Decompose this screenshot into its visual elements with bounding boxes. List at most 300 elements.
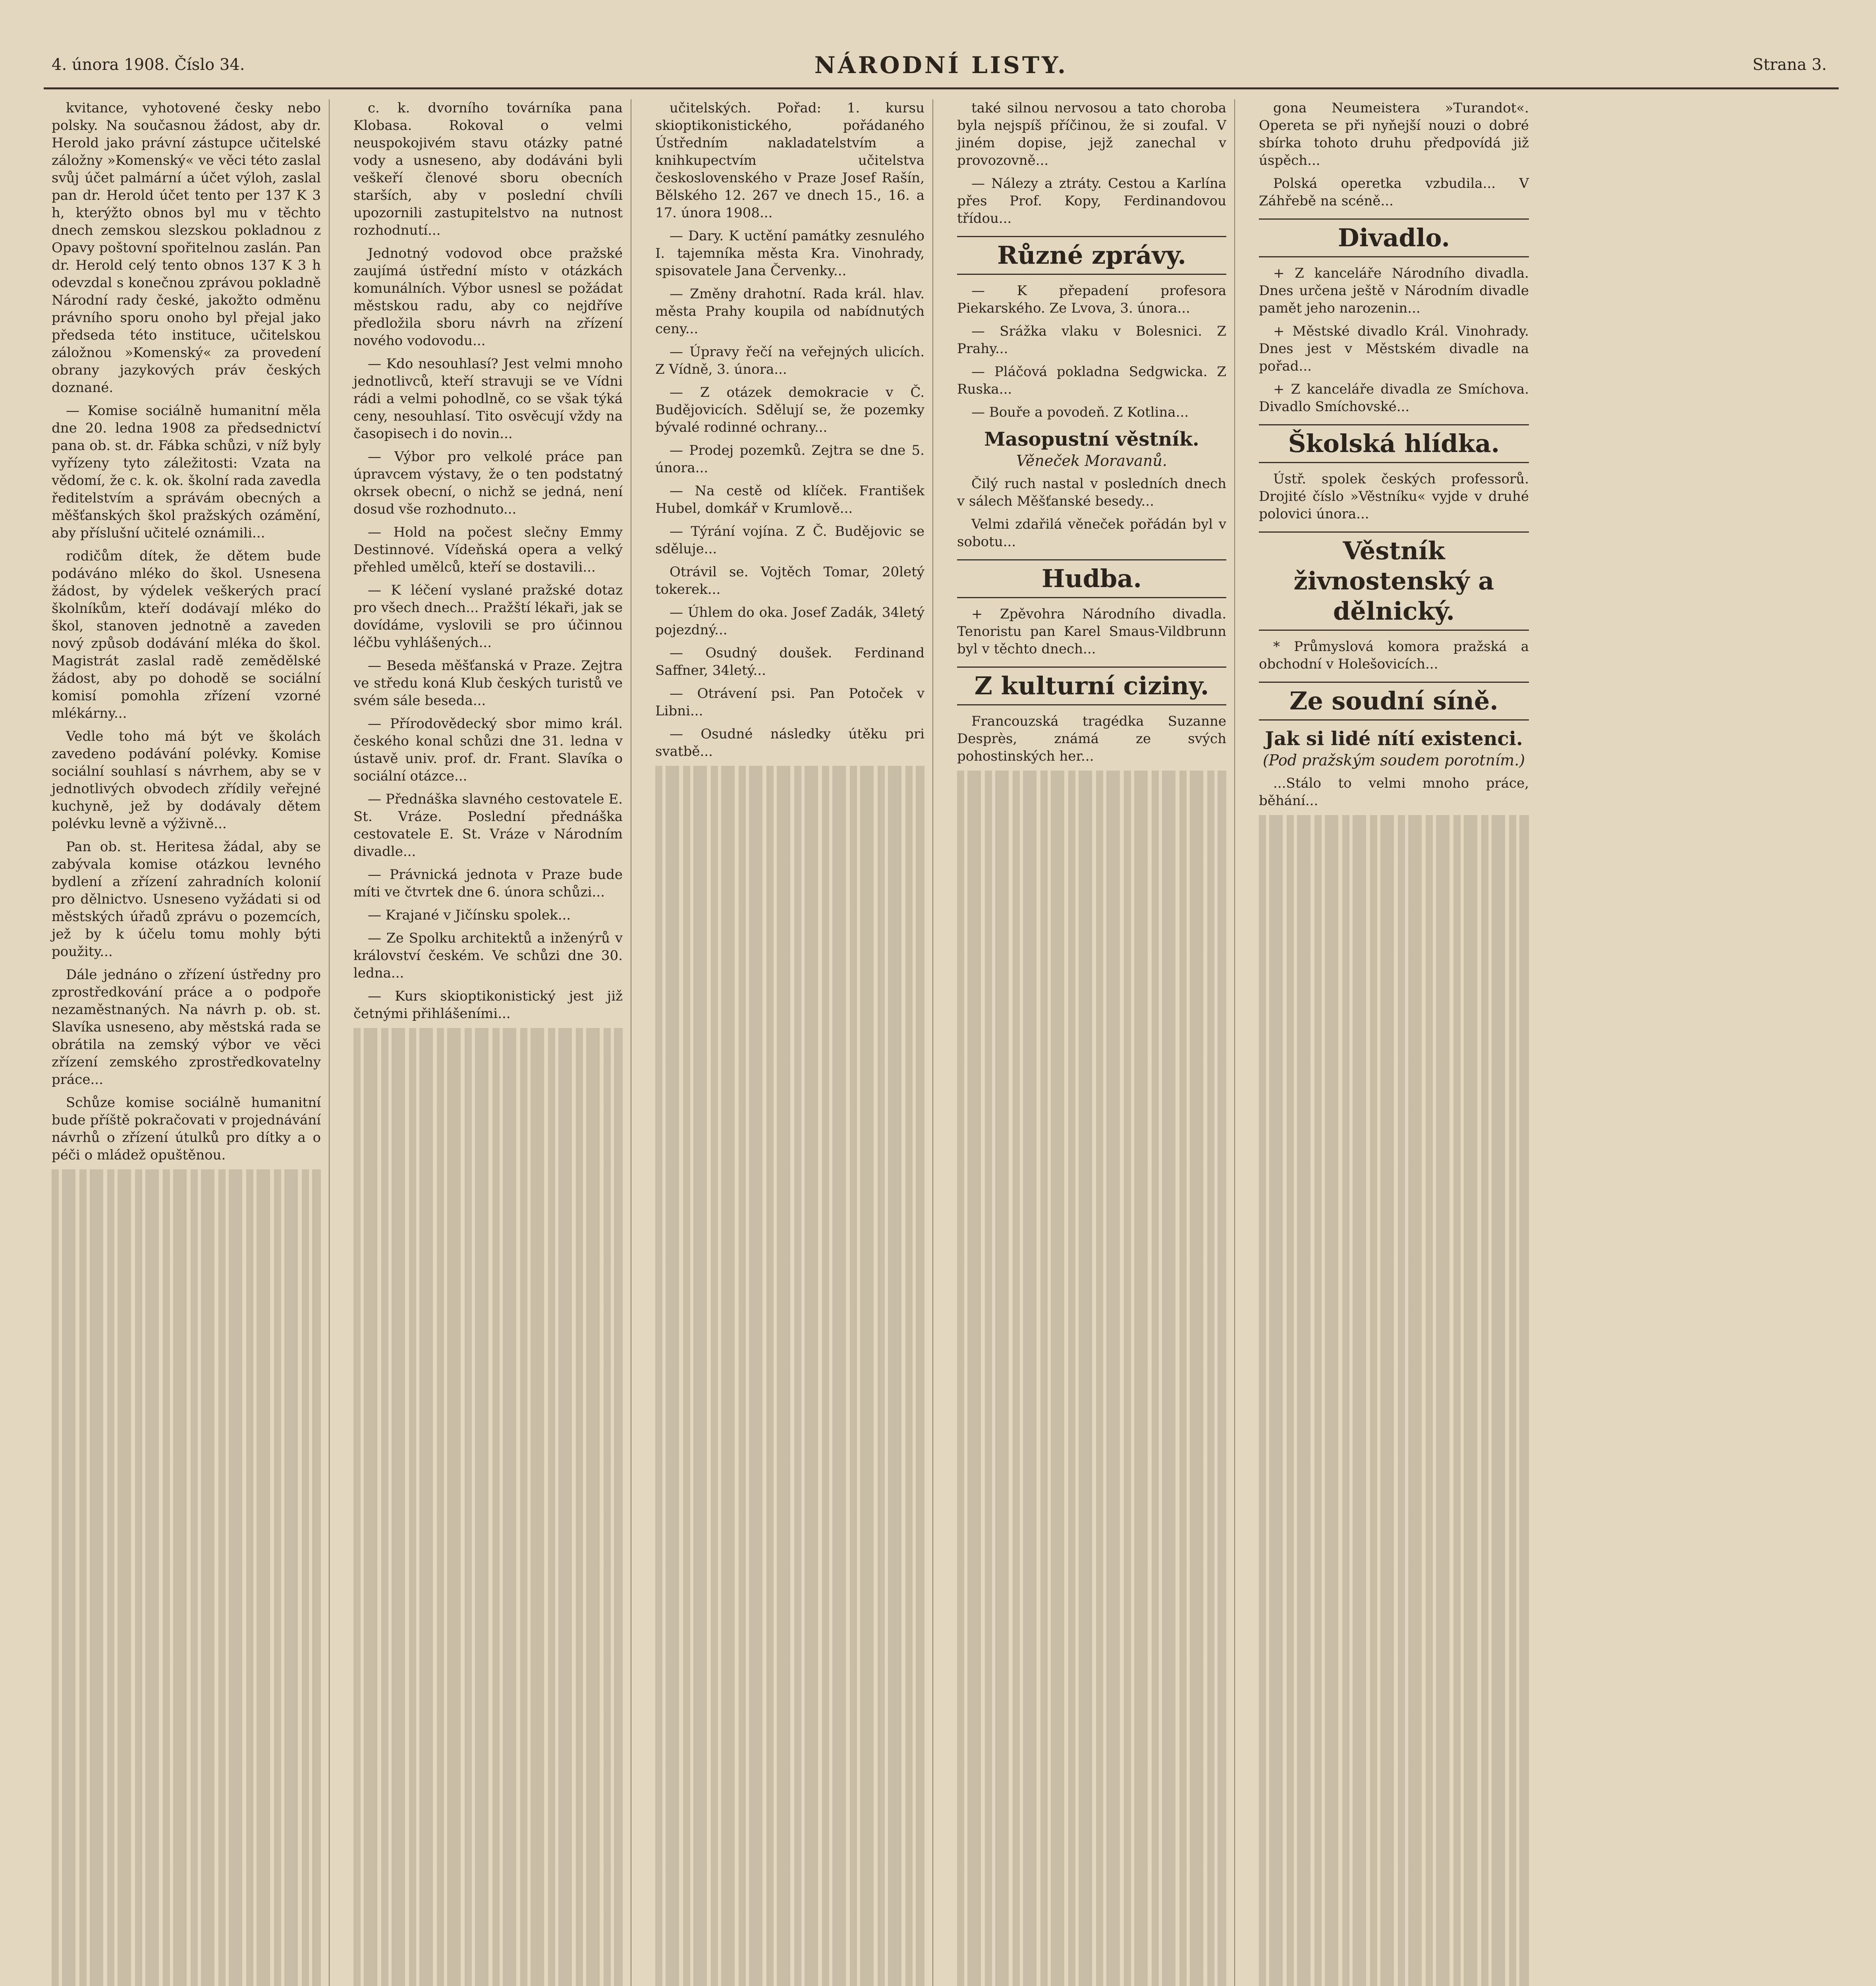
text-line-filler <box>52 1204 321 1222</box>
text-line-filler <box>957 1872 1226 1889</box>
text-line-filler <box>655 1937 924 1954</box>
text-line-filler <box>1259 867 1529 885</box>
text-line-filler <box>1259 955 1529 972</box>
text-line-filler <box>353 1133 623 1150</box>
text-line-filler <box>1259 1899 1529 1916</box>
text-line-filler <box>1259 972 1529 990</box>
text-line-filler <box>957 788 1226 806</box>
text-line-filler <box>655 1535 924 1552</box>
text-line-filler <box>957 1784 1226 1802</box>
text-line-filler <box>1259 1392 1529 1409</box>
text-line-filler <box>655 1919 924 1937</box>
text-line-filler <box>957 980 1226 998</box>
text-line-filler <box>655 1115 924 1133</box>
text-line-filler <box>353 1814 623 1832</box>
article-paragraph: — Osudné následky útěku pri svatbě... <box>655 726 924 759</box>
text-line-filler <box>957 1837 1226 1854</box>
text-line-filler <box>655 1045 924 1063</box>
text-line-filler <box>353 1482 623 1500</box>
text-line-filler <box>655 1465 924 1482</box>
text-line-filler <box>655 1325 924 1343</box>
text-line-filler <box>1259 1794 1529 1811</box>
article-paragraph: Otrávil se. Vojtěch Tomar, 20letý tokerek... <box>655 564 924 597</box>
article-paragraph: rodičům dítek, že dětem bude podáváno mléko do škol. Usnesena žádost, by výdelek veškerých prací školníkům, kteří dodávají mléko do škol, stanoven jednotně a zaveden nový způsob dodávání mléka do škol. Magistrát zaslal radě zemědělské žádost, aby po dohodě se sociální komisí pomohla zřízení vzorné mlékárny... <box>52 548 321 721</box>
section-heading: Z kulturní ciziny. <box>957 667 1226 705</box>
text-line-filler <box>957 1732 1226 1749</box>
text-line-filler <box>1259 1689 1529 1706</box>
article-paragraph: ...Stálo to velmi mnoho práce, běhání... <box>1259 775 1529 809</box>
text-line-filler <box>1259 1165 1529 1182</box>
text-line-filler <box>1259 1042 1529 1060</box>
article-paragraph: — Z otázek demokracie v Č. Budějovicích. Sdělují se, že pozemky bývalé rodinné ochrany... <box>655 384 924 435</box>
text-line-filler <box>957 1819 1226 1837</box>
text-line-filler <box>1259 1462 1529 1479</box>
section-heading: Ze soudní síně. <box>1259 682 1529 721</box>
text-line-filler <box>353 1884 623 1902</box>
text-line-filler <box>353 1447 623 1465</box>
text-line-filler <box>957 1802 1226 1819</box>
text-line-filler <box>1259 1374 1529 1392</box>
text-line-filler <box>52 1414 321 1432</box>
text-line-filler <box>52 1222 321 1239</box>
text-line-filler <box>1259 1095 1529 1112</box>
text-line-filler <box>353 1605 623 1622</box>
article-paragraph: kvitance, vyhotovené česky nebo polsky. Na současnou žádost, aby dr. Herold jako právní zástupce učitelské záložny »Komenský« ve věci této zaslal svůj účet palmární a účet výloh, zaslal pan dr. Herold účet tento per 137 K 3 h, kterýžto obnos byl mu v těchto dnech zemskou slezskou pokladnou z Opavy poštovní spořitelnou zaslán. Pan dr. Herold celý tento obnos 137 K 3 h odevzdal s konečnou zprávou pokladně Národní rady české, jakožto odměnu právního sporu onoho byl přejal jako předseda této instituce, učitelskou záložnou »Komenský« za provedení obrany jazykových práv českých doznané. <box>52 100 321 396</box>
text-line-filler <box>655 1133 924 1150</box>
text-line-filler <box>655 1028 924 1045</box>
text-line-filler <box>655 1203 924 1220</box>
text-line-filler <box>353 1727 623 1745</box>
text-line-filler <box>1259 1269 1529 1287</box>
text-line-filler <box>957 1662 1226 1679</box>
text-line-filler <box>1259 1741 1529 1759</box>
text-line-filler <box>655 1395 924 1412</box>
article-paragraph: + Z kanceláře Národního divadla. Dnes určena ještě v Národním divadle pamět jeho narozenin... <box>1259 265 1529 316</box>
text-line-filler <box>1259 1636 1529 1654</box>
text-line-filler <box>655 923 924 941</box>
article-paragraph: Pan ob. st. Heritesa žádal, aby se zabývala komise otázkou levného bydlení a zřízení zahradních kolonií pro dělnictvo. Usneseno vyžádati si od městských úřadů zprávu o pozemcích, jež by k účelu tomu mohly býti použity... <box>52 839 321 960</box>
text-line-filler <box>52 1641 321 1659</box>
article-subtitle: (Pod pražským soudem porotním.) <box>1262 752 1525 769</box>
text-line-filler <box>655 1010 924 1028</box>
text-line-filler <box>655 1098 924 1115</box>
article-paragraph: — Kurs skioptikonistický jest již četnými přihlášeními... <box>353 988 623 1022</box>
text-line-filler <box>1259 1322 1529 1339</box>
text-line-filler <box>353 1395 623 1412</box>
text-line-filler <box>353 1203 623 1220</box>
article-paragraph: — Ze Spolku architektů a inženýrů v království českém. Ve schůzi dne 30. ledna... <box>353 930 623 981</box>
text-line-filler <box>655 1762 924 1779</box>
text-line-filler <box>1259 1951 1529 1969</box>
text-line-filler <box>52 1729 321 1746</box>
article-paragraph: — Hold na počest slečny Emmy Destinnové. Vídeňská opera a velký přehled umělců, kteří se dostavili... <box>353 524 623 575</box>
text-line-filler <box>353 1255 623 1273</box>
text-line-filler <box>655 1657 924 1675</box>
text-line-filler <box>353 1045 623 1063</box>
article-heading: Masopustní věstník. <box>984 428 1199 450</box>
text-line-filler <box>52 1571 321 1589</box>
text-line-filler <box>957 1959 1226 1976</box>
text-line-filler <box>1259 1864 1529 1881</box>
text-line-filler <box>957 1575 1226 1592</box>
text-line-filler <box>353 1587 623 1605</box>
text-line-filler <box>1259 1112 1529 1130</box>
text-line-filler <box>957 1679 1226 1697</box>
text-line-filler <box>655 1220 924 1238</box>
text-line-filler <box>52 1309 321 1327</box>
text-line-filler <box>1259 920 1529 937</box>
text-line-filler <box>655 1814 924 1832</box>
text-line-filler <box>957 858 1226 875</box>
text-line-filler <box>353 1308 623 1325</box>
text-line-filler <box>1259 1846 1529 1864</box>
text-line-filler <box>655 1622 924 1640</box>
text-line-filler <box>353 1552 623 1570</box>
text-line-filler <box>957 1907 1226 1924</box>
article-paragraph: — Dary. K uctění památky zesnulého I. tajemníka města Kra. Vinohrady, spisovatele Jana Červenky... <box>655 228 924 279</box>
text-line-filler <box>655 1954 924 1972</box>
text-line-filler <box>1259 885 1529 902</box>
column-1 <box>44 99 330 1986</box>
text-line-filler <box>353 1919 623 1937</box>
article-paragraph: — K přepadení profesora Piekarského. Ze Lvova, 3. února... <box>957 283 1226 316</box>
article-paragraph: — Bouře a povodeň. Z Kotlina... <box>971 404 1189 420</box>
column-3 <box>647 99 933 1986</box>
text-line-filler <box>655 1797 924 1814</box>
text-line-filler <box>1259 1759 1529 1776</box>
text-line-filler <box>655 1412 924 1430</box>
text-line-filler <box>353 1675 623 1692</box>
text-line-filler <box>1259 1619 1529 1636</box>
text-line-filler <box>52 1851 321 1868</box>
newspaper-title: NÁRODNÍ LISTY. <box>814 52 1068 79</box>
article-paragraph: Schůze komise sociálně humanitní bude příště pokračovati v projednávání návrhů o zřízení útulků pro dítky a o péči o mládež opuštěnou. <box>52 1095 321 1163</box>
text-line-filler <box>655 1273 924 1290</box>
text-line-filler <box>52 1257 321 1274</box>
text-line-filler <box>353 1465 623 1482</box>
article-paragraph: — Přírodovědecký sbor mimo král. českého konal schůzi dne 31. ledna v ústavě univ. prof. dr. Frant. Slavíka o sociální otázce... <box>353 716 623 784</box>
text-line-filler <box>1259 1602 1529 1619</box>
article-paragraph: — Nálezy a ztráty. Cestou a Karlína přes Prof. Kopy, Ferdinandovou třídou... <box>957 176 1226 226</box>
text-line-filler <box>353 1972 623 1986</box>
text-line-filler <box>52 1659 321 1676</box>
text-line-filler <box>655 801 924 818</box>
text-line-filler <box>655 1605 924 1622</box>
text-line-filler <box>1259 1130 1529 1147</box>
text-line-filler <box>957 1347 1226 1365</box>
text-line-filler <box>655 1727 924 1745</box>
text-line-filler <box>655 1675 924 1692</box>
text-line-filler <box>957 1976 1226 1986</box>
text-line-filler <box>957 1854 1226 1872</box>
text-line-filler <box>1259 1916 1529 1934</box>
text-line-filler <box>353 1570 623 1587</box>
text-line-filler <box>353 1343 623 1360</box>
text-line-filler <box>957 1540 1226 1557</box>
article-heading: Jak si lidé nítí existenci. <box>1265 728 1523 750</box>
text-line-filler <box>957 1050 1226 1068</box>
text-line-filler <box>52 1921 321 1938</box>
text-line-filler <box>957 1295 1226 1312</box>
text-line-filler <box>52 1519 321 1536</box>
text-line-filler <box>957 1924 1226 1942</box>
article-paragraph: c. k. dvorního továrníka pana Klobasa. Rokoval o velmi neuspokojivém stavu otázky patné vody a usneseno, aby dodáváni byli veškeří členové sboru obecních starších, aby v poslední chvíli upozornili zastupitelstvo na nutnost rozhodnutí... <box>353 100 623 238</box>
text-line-filler <box>655 1884 924 1902</box>
text-line-filler <box>52 1746 321 1764</box>
text-line-filler <box>655 976 924 993</box>
text-line-filler <box>353 1640 623 1657</box>
text-line-filler <box>957 1260 1226 1277</box>
article-paragraph: také silnou nervosou a tato choroba byla nejspíš příčinou, že si zoufal. V jiném dopise, jejž zanechal v provozovně... <box>957 100 1226 168</box>
text-line-filler <box>353 1500 623 1517</box>
text-line-filler <box>957 928 1226 945</box>
text-line-filler <box>52 1239 321 1257</box>
text-line-filler <box>1259 1549 1529 1567</box>
text-line-filler <box>957 1085 1226 1103</box>
text-line-filler <box>1259 1077 1529 1095</box>
text-line-filler <box>52 1484 321 1501</box>
text-line-filler <box>353 1954 623 1972</box>
article-paragraph: + Z kanceláře divadla ze Smíchova. Divadlo Smíchovské... <box>1259 381 1529 415</box>
text-line-filler <box>655 1360 924 1377</box>
text-line-filler <box>1259 1532 1529 1549</box>
text-line-filler <box>52 1956 321 1973</box>
article-paragraph: — Pláčová pokladna Sedgwicka. Z Ruska... <box>957 364 1226 397</box>
text-line-filler <box>957 1749 1226 1767</box>
text-line-filler <box>655 993 924 1010</box>
text-line-filler <box>1259 1567 1529 1584</box>
text-line-filler <box>353 1535 623 1552</box>
text-line-filler <box>52 1169 321 1187</box>
text-line-filler <box>957 1592 1226 1609</box>
text-line-filler <box>957 1942 1226 1959</box>
text-line-filler <box>1259 1444 1529 1462</box>
text-line-filler <box>957 1557 1226 1575</box>
text-line-filler <box>52 1274 321 1292</box>
text-line-filler <box>655 1290 924 1308</box>
text-line-filler <box>353 1692 623 1710</box>
text-line-filler <box>957 1767 1226 1784</box>
text-line-filler <box>1259 1304 1529 1322</box>
text-line-filler <box>1259 1025 1529 1042</box>
text-line-filler <box>957 1173 1226 1190</box>
column-4 <box>949 99 1235 1986</box>
text-line-filler <box>655 871 924 888</box>
article-paragraph: Vedle toho má být ve školách zavedeno podávání polévky. Komise sociální souhlasí s návrhem, aby se v jednotlivých obvodech zřídily veřejné kuchyně, jež by dodávaly dětem polévku levně a výživně... <box>52 728 321 832</box>
text-line-filler <box>52 1676 321 1694</box>
text-line-filler <box>353 1063 623 1080</box>
text-line-filler <box>957 1644 1226 1662</box>
text-line-filler <box>655 1482 924 1500</box>
text-line-filler <box>655 766 924 783</box>
text-line-filler <box>957 1015 1226 1033</box>
text-line-filler <box>353 1797 623 1814</box>
text-line-filler <box>957 1627 1226 1644</box>
text-line-filler <box>1259 815 1529 833</box>
text-line-filler <box>52 1379 321 1397</box>
article-subtitle: Věneček Moravanů. <box>1016 452 1168 469</box>
text-line-filler <box>957 1242 1226 1260</box>
text-line-filler <box>353 1150 623 1168</box>
text-line-filler <box>1259 1654 1529 1671</box>
text-line-filler <box>52 1292 321 1309</box>
text-line-filler <box>1259 1182 1529 1200</box>
article-paragraph: — Změny drahotní. Rada král. hlav. města Prahy koupila od nabídnutých ceny... <box>655 286 924 337</box>
text-line-filler <box>52 1606 321 1624</box>
text-line-filler <box>1259 1287 1529 1304</box>
text-line-filler <box>655 1570 924 1587</box>
text-line-filler <box>957 1609 1226 1627</box>
text-line-filler <box>52 1187 321 1204</box>
text-line-filler <box>1259 937 1529 955</box>
text-line-filler <box>655 1710 924 1727</box>
article-paragraph: Čilý ruch nastal v posledních dnech v sálech Měšťanské besedy... <box>957 476 1226 509</box>
text-line-filler <box>957 1225 1226 1242</box>
article-paragraph: — Na cestě od klíček. František Hubel, domkář v Krumlově... <box>655 483 924 516</box>
text-line-filler <box>655 1447 924 1465</box>
article-paragraph: — K léčení vyslané pražské dotaz pro všech dnech... Pražští lékaři, jak se dovídáme, vyslovili se pro účinnou léčbu vyhlášených... <box>353 582 623 651</box>
text-line-filler <box>655 1552 924 1570</box>
text-line-filler <box>52 1799 321 1816</box>
text-line-filler <box>353 1325 623 1343</box>
text-line-filler <box>353 1832 623 1849</box>
text-line-filler <box>353 1377 623 1395</box>
text-line-filler <box>1259 1200 1529 1217</box>
text-line-filler <box>1259 1234 1529 1252</box>
text-line-filler <box>957 910 1226 928</box>
article-paragraph: učitelských. Pořad: 1. kursu skioptikonistického, pořádaného Ústředním nakladatelstvím a knihkupectvím učitelstva československého v Praze Josef Rašín, Bělského 12. 267 ve dnech 15., 16. a 17. února 1908... <box>655 100 924 221</box>
text-line-filler <box>353 1867 623 1884</box>
text-line-filler <box>1259 1934 1529 1951</box>
article-paragraph: Velmi zdařilá věneček pořádán byl v sobotu... <box>957 516 1226 550</box>
text-line-filler <box>1259 1881 1529 1899</box>
text-line-filler <box>353 1028 623 1045</box>
article-paragraph: — Týrání vojína. Z Č. Budějovic se sděluje... <box>655 524 924 557</box>
text-line-filler <box>957 1435 1226 1452</box>
text-line-filler <box>957 1330 1226 1347</box>
text-line-filler <box>655 1185 924 1203</box>
text-line-filler <box>1259 1479 1529 1497</box>
text-line-filler <box>52 1466 321 1484</box>
text-line-filler <box>957 1277 1226 1295</box>
text-line-filler <box>1259 1829 1529 1846</box>
text-line-filler <box>353 1622 623 1640</box>
text-line-filler <box>957 1889 1226 1907</box>
text-line-filler <box>655 958 924 976</box>
text-line-filler <box>957 1417 1226 1435</box>
text-line-filler <box>353 1273 623 1290</box>
text-line-filler <box>52 1449 321 1466</box>
page-header <box>44 52 1839 89</box>
text-line-filler <box>957 1382 1226 1400</box>
text-line-filler <box>1259 1584 1529 1602</box>
text-line-filler <box>353 1657 623 1675</box>
text-line-filler <box>1259 1217 1529 1234</box>
text-line-filler <box>655 906 924 923</box>
text-line-filler <box>52 1816 321 1833</box>
article-paragraph: gona Neumeistera »Turandot«. Opereta se při nyňejší nouzi o dobré sbírka tohoto druhu předpovídá již úspěch... <box>1259 100 1529 168</box>
section-heading: Školská hlídka. <box>1259 424 1529 463</box>
text-line-filler <box>957 945 1226 963</box>
article-paragraph: — Komise sociálně humanitní měla dne 20. ledna 1908 za předsednictví pana ob. st. dr. Fábka schůzi, v níž byly vyřízeny tyto záležitosti: Vzata na vědomí, že c. k. ok. školní rada zavedla ředitelstvím a správám obecných a měšťanských škol pražských ozámění, aby příslušní učitelé oznámili... <box>52 403 321 541</box>
text-line-filler <box>52 1344 321 1362</box>
text-line-filler <box>353 1710 623 1727</box>
text-line-filler <box>353 1220 623 1238</box>
text-line-filler <box>353 1849 623 1867</box>
text-line-filler <box>1259 1060 1529 1077</box>
article-paragraph: — Beseda měšťanská v Praze. Zejtra ve středu koná Klub českých turistů ve svém sále beseda... <box>353 658 623 709</box>
article-paragraph: Jednotný vodovod obce pražské zaujímá ústřední místo v otázkách komunálních. Výbor usnesl se požádat městskou radu, aby co nejdříve předložila sboru návrh na zřízení nového vodovodu... <box>353 245 623 349</box>
text-line-filler <box>52 1938 321 1956</box>
text-line-filler <box>957 963 1226 980</box>
text-line-filler <box>655 1832 924 1849</box>
text-line-filler <box>52 1781 321 1799</box>
text-line-filler <box>655 1640 924 1657</box>
text-line-filler <box>52 1432 321 1449</box>
text-line-filler <box>957 1487 1226 1505</box>
text-line-filler <box>957 1190 1226 1207</box>
text-line-filler <box>52 1868 321 1886</box>
text-line-filler <box>1259 1427 1529 1444</box>
article-paragraph: — Výbor pro velkolé práce pan úpravcem výstavy, že o ten podstatný okrsek obecní, o nichž se jedná, není dosud vše rozhodnuto... <box>353 449 623 517</box>
text-line-filler <box>1259 1724 1529 1741</box>
text-line-filler <box>957 998 1226 1015</box>
text-line-filler <box>655 853 924 871</box>
text-line-filler <box>353 1185 623 1203</box>
text-line-filler <box>1259 1357 1529 1374</box>
text-line-filler <box>1259 1706 1529 1724</box>
text-line-filler <box>353 1098 623 1115</box>
article-paragraph: Dále jednáno o zřízení ústředny pro zprostředkování práce a o podpoře nezaměstnaných. Na návrh p. ob. st. Slavíka usneseno, aby městská rada se obrátila na zemský výbor ve věci zřízení zemského zprostředkovatelny práce... <box>52 967 321 1088</box>
text-line-filler <box>52 1362 321 1379</box>
text-line-filler <box>957 771 1226 788</box>
text-line-filler <box>353 1745 623 1762</box>
text-line-filler <box>353 1238 623 1255</box>
section-heading: Divadlo. <box>1259 218 1529 257</box>
text-line-filler <box>655 1255 924 1273</box>
text-line-filler <box>353 1517 623 1535</box>
text-line-filler <box>353 1115 623 1133</box>
text-line-filler <box>1259 1497 1529 1514</box>
text-line-filler <box>1259 1147 1529 1165</box>
text-line-filler <box>655 1745 924 1762</box>
article-paragraph: — Krajané v Jičínsku spolek... <box>368 907 571 923</box>
text-line-filler <box>52 1554 321 1571</box>
text-line-filler <box>957 1365 1226 1382</box>
text-line-filler <box>957 1120 1226 1138</box>
text-line-filler <box>655 1430 924 1447</box>
text-line-filler <box>655 1238 924 1255</box>
text-line-filler <box>1259 1339 1529 1357</box>
issue-date: 4. února 1908. Číslo 34. <box>52 56 245 74</box>
article-paragraph: Ústř. spolek českých professorů. Drojité číslo »Věstníku« vyjde v druhé polovici února... <box>1259 471 1529 522</box>
text-line-filler <box>52 1833 321 1851</box>
text-line-filler <box>655 941 924 958</box>
text-line-filler <box>655 1902 924 1919</box>
text-line-filler <box>353 1430 623 1447</box>
text-line-filler <box>52 1764 321 1781</box>
article-paragraph: + Zpěvohra Národního divadla. Tenoristu pan Karel Smaus-Vildbrunn byl v těchto dnech... <box>957 606 1226 657</box>
text-line-filler <box>957 1714 1226 1732</box>
text-line-filler <box>655 1587 924 1605</box>
text-line-filler <box>1259 1776 1529 1794</box>
article-paragraph: — Přednáška slavného cestovatele E. St. Vráze. Poslední přednáška cestovatele E. St. Vráze v Národním divadle... <box>353 791 623 860</box>
text-line-filler <box>655 1779 924 1797</box>
text-line-filler <box>52 1327 321 1344</box>
text-line-filler <box>957 1033 1226 1050</box>
text-line-filler <box>52 1886 321 1903</box>
text-line-filler <box>353 1360 623 1377</box>
